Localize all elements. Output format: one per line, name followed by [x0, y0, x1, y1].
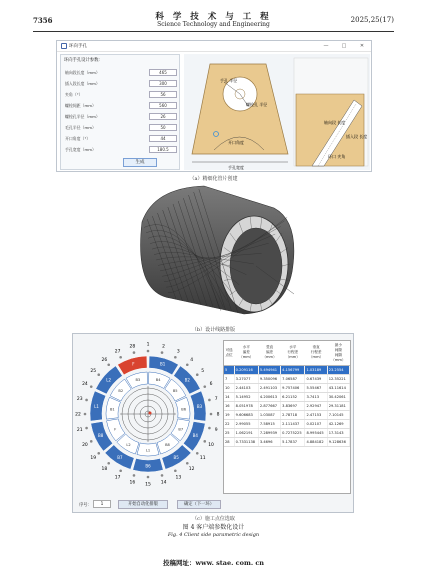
field-hole-radius [65, 124, 166, 131]
table-header: 水平 偏差 （mm） [234, 341, 258, 365]
table-row[interactable] [224, 365, 350, 374]
segment-label: L1 [94, 404, 99, 410]
label-hole-radius: 手孔 半径 [220, 78, 238, 83]
table-header-row [224, 341, 350, 365]
position-number[interactable]: 2 [162, 344, 166, 350]
table-cell: 3.7413 [305, 392, 327, 401]
dialog-titlebar [57, 41, 371, 52]
table-cell: 2.92947 [305, 401, 327, 410]
page-number: 7356 [33, 16, 53, 25]
label-axial-length: 轴向段 长度 [324, 120, 346, 125]
field-label: 毛孔半径（mm） [65, 124, 96, 130]
table-cell: 2.111437 [281, 419, 305, 428]
position-dot[interactable] [208, 427, 211, 430]
point-input[interactable]: 1 [93, 500, 111, 508]
table-cell: 0.02107 [305, 419, 327, 428]
position-dot[interactable] [186, 363, 189, 366]
position-number[interactable]: 7 [214, 396, 218, 402]
position-dot[interactable] [147, 476, 150, 479]
caption-c: （c）施工点位选取 [192, 516, 235, 522]
field-input[interactable]: 560 [149, 102, 177, 109]
table-cell: 23.2554 [327, 365, 349, 374]
inner-segment-label: B3 [135, 377, 141, 382]
position-number[interactable]: 3 [176, 349, 180, 355]
position-number[interactable]: 6 [209, 382, 213, 388]
field-label: 夹角（°） [65, 91, 83, 97]
position-number[interactable]: 19 [90, 456, 97, 462]
field-label: 螺栓间距（mm） [65, 102, 96, 108]
position-number[interactable]: 8 [216, 412, 220, 418]
minimize-icon[interactable]: — [323, 43, 329, 49]
table-cell: 10 [224, 383, 234, 392]
field-angle [65, 91, 166, 98]
table-cell: 5.494941 [258, 365, 280, 374]
figure-title-en: Fig. 4 Client side parametric design [167, 532, 260, 538]
field-input[interactable]: 180.5 [149, 146, 177, 153]
position-dot[interactable] [119, 356, 122, 359]
segment-label: B4 [192, 433, 198, 439]
position-dot[interactable] [119, 469, 122, 472]
page-header [0, 0, 427, 36]
panel-title: 环向手孔设计参数: [64, 58, 100, 63]
position-dot[interactable] [85, 399, 88, 402]
auto-layout-button[interactable]: 开始自动化排版 [118, 500, 168, 509]
table-header: 竖直 偏差 （mm） [258, 341, 280, 365]
ring-position-svg [75, 336, 221, 496]
table-cell: 5.17837 [281, 437, 305, 446]
inner-segment-label: B5 [172, 388, 178, 393]
table-row[interactable] [224, 437, 350, 446]
table-cell: 0.7275225 [281, 428, 305, 437]
table-row[interactable] [224, 428, 350, 437]
position-number[interactable]: 13 [175, 475, 182, 481]
inner-segment-label: L1 [145, 448, 151, 453]
field-label: 轴向段长度（mm） [65, 69, 100, 75]
inner-segment-label: B1 [109, 407, 115, 412]
field-opening-angle [65, 135, 166, 142]
journal-title: 科 学 技 术 与 工 程 [155, 12, 272, 22]
position-number[interactable]: 17 [114, 475, 121, 481]
position-dot[interactable] [210, 413, 213, 416]
field-label: 螺栓孔半径（mm） [65, 113, 100, 119]
app-icon [61, 43, 67, 49]
window-title: 环向手孔 [69, 44, 87, 49]
position-dot[interactable] [147, 350, 150, 353]
position-number[interactable]: 24 [82, 382, 88, 388]
segment-label: B6 [145, 463, 151, 469]
table-cell: 7.06587 [281, 374, 305, 383]
table-row[interactable] [224, 410, 350, 419]
position-number[interactable]: 26 [101, 357, 108, 363]
segment-label: L2 [106, 377, 112, 383]
field-input[interactable]: 465 [149, 69, 177, 76]
field-input[interactable]: 26 [149, 113, 177, 120]
table-cell: 8.995445 [305, 428, 327, 437]
bottom-bar [73, 497, 355, 513]
footer-url: 投稿网址：www. stae. com. cn [162, 559, 265, 567]
maximize-icon[interactable]: □ [341, 43, 347, 49]
segment-label: B7 [117, 455, 123, 461]
position-dot[interactable] [84, 413, 87, 416]
caption-b: （b）设计线路排版 [191, 327, 236, 333]
segment-label: B5 [173, 455, 179, 461]
table-cell: 7.10145 [327, 410, 349, 419]
table-row[interactable] [224, 383, 350, 392]
table-cell: 29.31181 [327, 401, 349, 410]
table-cell: 1.03087 [258, 410, 280, 419]
table-cell: 7.58915 [258, 419, 280, 428]
table-cell: 17.3143 [327, 428, 349, 437]
position-dot[interactable] [97, 452, 100, 455]
inner-segment-label: B4 [155, 377, 161, 382]
inner-segment-label: B7 [178, 427, 184, 432]
table-cell: 8.051978 [234, 401, 258, 410]
inner-segment-label: F [114, 427, 117, 432]
table-cell: 42.1269 [327, 419, 349, 428]
field-insert-length [65, 80, 167, 87]
table-header: 水平 行程差 （mm） [281, 341, 305, 365]
table-cell: 9.606683 [234, 410, 258, 419]
table-cell: 0.7331138 [234, 437, 258, 446]
hand-hole-diagram [184, 54, 370, 170]
table-cell: 4.156799 [281, 365, 305, 374]
field-label: 插入段长度（mm） [65, 80, 100, 86]
position-number[interactable]: 27 [114, 349, 121, 355]
label-hole-width: 手孔宽度 [228, 165, 244, 170]
position-dot[interactable] [174, 469, 177, 472]
table-cell: 30.42061 [327, 392, 349, 401]
table-cell: 28 [224, 437, 234, 446]
table-cell: 0.209116 [234, 365, 258, 374]
position-dot[interactable] [85, 427, 88, 430]
position-number[interactable]: 25 [90, 368, 97, 374]
field-input[interactable]: 50 [149, 124, 177, 131]
table-cell: 0.67439 [305, 374, 327, 383]
position-number[interactable]: 21 [76, 428, 83, 434]
inner-segment-label: L2 [126, 442, 131, 447]
position-dot[interactable] [90, 385, 93, 388]
table-row[interactable] [224, 419, 350, 428]
inner-segment-label: B8 [165, 442, 170, 447]
center-marker [149, 412, 152, 415]
journal-issue: 2025,25(17) [350, 16, 394, 24]
table-cell: 3.83697 [281, 401, 305, 410]
position-number[interactable]: 1 [146, 342, 150, 348]
position-dot[interactable] [203, 385, 206, 388]
table-cell: 43.11614 [327, 383, 349, 392]
field-input[interactable]: 44 [149, 135, 177, 142]
table-cell: 2.78718 [281, 410, 305, 419]
position-number[interactable]: 16 [129, 480, 136, 486]
segment-label: B3 [196, 404, 203, 410]
table-cell: 14 [224, 392, 234, 401]
position-dot[interactable] [133, 474, 136, 477]
position-number[interactable]: 23 [76, 396, 83, 402]
table-cell: 2.491103 [258, 383, 280, 392]
segment-label: F [132, 361, 135, 367]
label-insert-length: 插入段 长度 [346, 134, 368, 139]
table-header: 垂直 行程差 （mm） [305, 341, 327, 365]
field-input[interactable]: 300 [149, 80, 177, 87]
point-label: 序号： [79, 503, 92, 508]
table-cell: 7.289939 [258, 428, 280, 437]
position-dot[interactable] [186, 462, 189, 465]
field-bolt-radius [65, 113, 166, 120]
position-dot[interactable] [161, 351, 164, 354]
field-hole-width [65, 146, 169, 153]
position-dot[interactable] [90, 440, 93, 443]
segment-label: B8 [98, 433, 104, 439]
position-dot[interactable] [107, 462, 110, 465]
fig-a-dialog [56, 40, 372, 172]
position-number[interactable]: 10 [208, 442, 214, 448]
position-number[interactable]: 5 [201, 368, 205, 374]
field-input[interactable]: 56 [149, 91, 177, 98]
segment-label: B2 [184, 377, 190, 383]
position-dot[interactable] [174, 356, 177, 359]
position-dot[interactable] [107, 363, 110, 366]
table-row[interactable] [224, 374, 350, 383]
position-number[interactable]: 11 [199, 456, 206, 462]
position-number[interactable]: 20 [82, 442, 88, 448]
table-cell: 12.35221 [327, 374, 349, 383]
table-cell: 5.14952 [234, 392, 258, 401]
position-number[interactable]: 15 [145, 482, 151, 488]
segment-label: B1 [160, 361, 166, 367]
inner-segment-label: B6 [181, 407, 187, 412]
label-ring-angle: 环口 夹角 [328, 154, 346, 159]
table-cell: 16 [224, 401, 234, 410]
field-axial-length [65, 69, 167, 76]
table-cell: 9.350096 [258, 374, 280, 383]
header-rule [33, 31, 394, 32]
table-cell: 5.55467 [305, 383, 327, 392]
position-number[interactable]: 18 [101, 467, 108, 473]
inner-segment-label: B2 [118, 388, 124, 393]
table-cell: 3.27077 [234, 374, 258, 383]
table-row[interactable] [224, 401, 350, 410]
journal-subtitle: Science Technology and Engineering [157, 21, 270, 28]
table-cell: 9.128636 [327, 437, 349, 446]
position-dot[interactable] [133, 351, 136, 354]
position-number[interactable]: 9 [214, 428, 218, 434]
table-cell: 22 [224, 419, 234, 428]
field-label: 手孔宽度（mm） [65, 146, 96, 152]
position-dot[interactable] [196, 452, 199, 455]
table-header: 可选 点位 [224, 341, 234, 365]
table-cell: 2.47153 [305, 410, 327, 419]
label-bolt-radius: 螺栓孔 半径 [246, 102, 268, 107]
fig-c-panel [72, 333, 354, 513]
caption-a: （a）精细化管片创建 [189, 176, 238, 182]
position-dot[interactable] [196, 373, 199, 376]
hand-hole-svg [184, 54, 370, 170]
fig-b-cylinder [124, 182, 304, 324]
cylinder-svg [124, 182, 304, 324]
close-icon[interactable]: ✕ [359, 43, 365, 49]
table-cell: 4.200613 [258, 392, 280, 401]
table-cell: 19 [224, 410, 234, 419]
position-dot[interactable] [97, 373, 100, 376]
table-cell: 2.99055 [234, 419, 258, 428]
table-body [224, 365, 350, 446]
field-label: 开口角度（°） [65, 135, 91, 141]
table-cell: 1.03189 [305, 365, 327, 374]
table-header: 最小 间隙 间隔 （mm） [327, 341, 349, 365]
position-number[interactable]: 28 [129, 344, 136, 350]
table-cell: 4.884182 [305, 437, 327, 446]
table-cell: 2.877667 [258, 401, 280, 410]
generate-button[interactable]: 生成 [123, 158, 157, 167]
label-opening-angle: 开口角度 [228, 140, 244, 145]
figure-title: 图 4 客户端参数化设计 [182, 524, 245, 531]
field-bolt-spacing [65, 102, 167, 109]
position-number[interactable]: 12 [188, 467, 195, 473]
ring-group [75, 342, 219, 488]
position-number[interactable]: 14 [160, 480, 167, 486]
table-cell: 1.062191 [234, 428, 258, 437]
table-cell: 9.757406 [281, 383, 305, 392]
position-dot[interactable] [203, 440, 206, 443]
result-table [223, 340, 351, 494]
table-cell: 5 [224, 365, 234, 374]
table-cell: 3.4696 [258, 437, 280, 446]
position-dot[interactable] [161, 474, 164, 477]
position-number[interactable]: 22 [75, 412, 81, 418]
param-panel [60, 54, 180, 170]
next-ring-button[interactable]: 确定（下一环） [177, 500, 221, 509]
position-number[interactable]: 4 [190, 357, 194, 363]
position-dot[interactable] [208, 399, 211, 402]
table-cell: 7 [224, 374, 234, 383]
table-row[interactable] [224, 392, 350, 401]
table-cell: 2.44103 [234, 383, 258, 392]
table-cell: 25 [224, 428, 234, 437]
table-cell: 6.21152 [281, 392, 305, 401]
